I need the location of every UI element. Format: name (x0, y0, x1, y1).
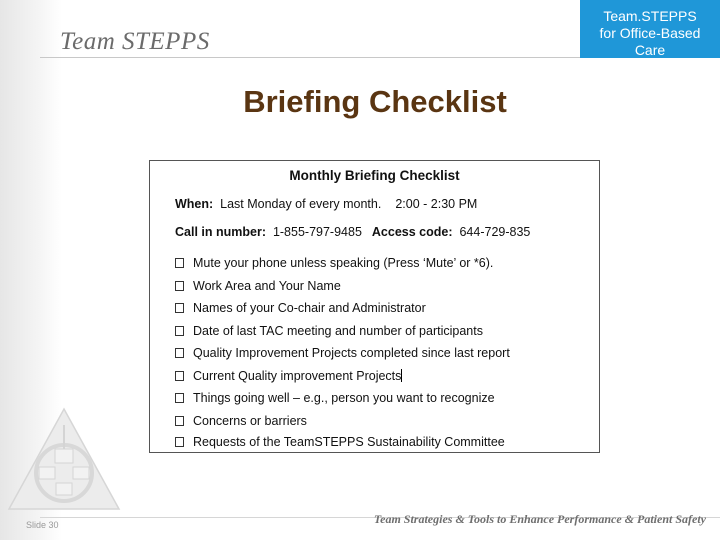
teamstepps-emblem-icon (5, 405, 123, 515)
checklist-item (175, 324, 483, 338)
checklist-item (175, 279, 341, 293)
checkbox[interactable] (175, 348, 184, 358)
checklist-item-label: Names of your Co-chair and Administrator (193, 301, 426, 315)
checklist-heading: Monthly Briefing Checklist (289, 168, 460, 183)
checkbox[interactable] (175, 303, 184, 313)
access-value: 644-729-835 (459, 225, 531, 239)
call-label: Call in number: (175, 225, 266, 239)
when-label: When: (175, 197, 214, 211)
checklist-item-label: Date of last TAC meeting and number of participants (193, 324, 483, 338)
when-value: Last Monday of every month. (220, 197, 382, 211)
checklist-item-label: Requests of the TeamSTEPPS Sustainability Committee (193, 435, 505, 449)
header-divider (40, 57, 580, 58)
checklist-item (175, 391, 495, 405)
checklist-item-label: Things going well – e.g., person you want to recognize (193, 391, 495, 405)
call-value: 1-855-797-9485 (272, 225, 362, 239)
teamstepps-logo: Team STEPPS (60, 28, 210, 55)
call-line (175, 225, 530, 239)
checklist-item-label: Concerns or barriers (193, 414, 307, 428)
text-cursor (401, 369, 402, 382)
when-line (175, 197, 477, 211)
checklist-item-label: Work Area and Your Name (193, 279, 341, 293)
checklist-item-label: Current Quality improvement Projects (193, 369, 402, 383)
checkbox[interactable] (175, 416, 184, 426)
access-label: Access code: (371, 225, 453, 239)
checklist-item (175, 256, 493, 270)
checklist-item (175, 435, 505, 449)
slide-number: Slide 30 (26, 520, 59, 530)
checklist-item (175, 301, 426, 315)
footer-tagline: Team Strategies & Tools to Enhance Performance & Patient Safety (373, 512, 706, 526)
checklist-item (175, 346, 510, 360)
checkbox[interactable] (175, 326, 184, 336)
checklist-item-label: Mute your phone unless speaking (Press ‘Mute’ or *6). (193, 256, 494, 270)
time-value: 2:00 - 2:30 PM (395, 197, 478, 211)
slide-title: Briefing Checklist (243, 84, 507, 119)
checkbox[interactable] (175, 371, 184, 381)
checkbox[interactable] (175, 281, 184, 291)
checklist-item (175, 414, 307, 428)
checkbox[interactable] (175, 437, 184, 447)
corner-label-text: Team.STEPPS for Office-Based Care (599, 8, 701, 58)
checkbox[interactable] (175, 258, 184, 268)
corner-label-box (580, 0, 720, 58)
checklist-item (175, 369, 402, 383)
checklist-panel (149, 160, 600, 453)
checklist-item-label: Quality Improvement Projects completed since last report (193, 346, 510, 360)
checkbox[interactable] (175, 393, 184, 403)
